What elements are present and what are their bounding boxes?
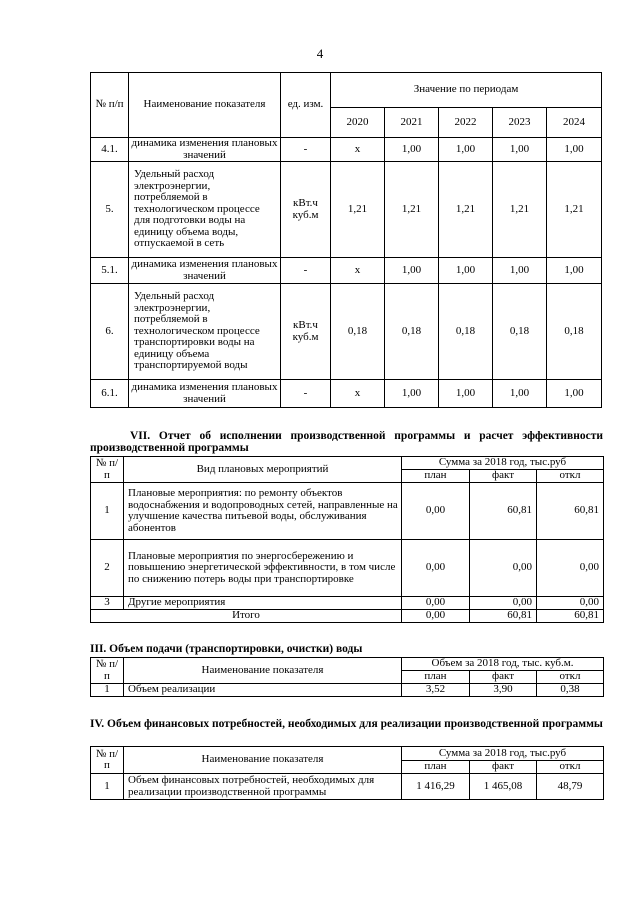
row-name: Удельный расход электроэнергии, потребляемой в технологическом процессе для подготовки воды на единицу объема воды, отпускаемой в сеть: [129, 162, 281, 258]
row-fact: 3,90: [470, 684, 537, 697]
header-sum: Сумма за 2018 год, тыс.руб: [402, 457, 604, 470]
header-num: № п/п: [91, 658, 124, 684]
row-num: 4.1.: [91, 138, 129, 162]
row-value: x: [331, 258, 385, 284]
row-value: 0,18: [385, 284, 439, 380]
row-dev: 0,00: [537, 540, 604, 597]
row-value: 1,00: [547, 258, 602, 284]
header-sum: Объем за 2018 год, тыс. куб.м.: [402, 658, 604, 671]
row-dev: 0,38: [537, 684, 604, 697]
section-7-heading-line2: производственной программы: [90, 442, 249, 454]
header-periods: Значение по периодам: [331, 73, 602, 108]
table-row: [91, 483, 604, 540]
row-num: 5.1.: [91, 258, 129, 284]
row-unit: кВт.ч куб.м: [281, 162, 331, 258]
row-name: Удельный расход электроэнергии, потребляемой в технологическом процессе транспортировки воды на единицу объема транспортируемой воды: [129, 284, 281, 380]
row-value: 1,00: [493, 138, 547, 162]
row-value: 1,21: [547, 162, 602, 258]
header-dev: откл: [537, 470, 604, 483]
header-dev: откл: [537, 671, 604, 684]
row-name: Другие мероприятия: [124, 597, 402, 610]
header-year: 2022: [439, 108, 493, 138]
row-value: 1,00: [493, 380, 547, 408]
total-fact: 60,81: [470, 610, 537, 623]
row-num: 6.1.: [91, 380, 129, 408]
header-year: 2021: [385, 108, 439, 138]
header-unit: ед. изм.: [281, 73, 331, 138]
row-name: динамика изменения плановых значений: [129, 138, 281, 162]
row-plan: 0,00: [402, 597, 470, 610]
total-plan: 0,00: [402, 610, 470, 623]
row-num: 5.: [91, 162, 129, 258]
row-fact: 1 465,08: [470, 774, 537, 800]
header-year: 2023: [493, 108, 547, 138]
row-value: 1,00: [385, 380, 439, 408]
row-value: 1,00: [439, 258, 493, 284]
header-dev: откл: [537, 761, 604, 774]
header-plan: план: [402, 761, 470, 774]
table-row: [91, 258, 602, 284]
table-row: [91, 162, 602, 258]
row-value: 1,00: [439, 380, 493, 408]
row-num: 6.: [91, 284, 129, 380]
row-value: x: [331, 138, 385, 162]
row-fact: 0,00: [470, 597, 537, 610]
row-dev: 48,79: [537, 774, 604, 800]
row-value: 1,21: [385, 162, 439, 258]
volume-table: [90, 657, 604, 697]
activities-table: [90, 456, 604, 623]
row-unit: -: [281, 138, 331, 162]
row-dev: 60,81: [537, 483, 604, 540]
row-plan: 1 416,29: [402, 774, 470, 800]
row-num: 1: [91, 774, 124, 800]
total-dev: 60,81: [537, 610, 604, 623]
row-name: динамика изменения плановых значений: [129, 258, 281, 284]
table-row: [91, 540, 604, 597]
header-fact: факт: [470, 671, 537, 684]
indicators-table: [90, 72, 602, 408]
row-value: 1,21: [439, 162, 493, 258]
row-num: 2: [91, 540, 124, 597]
row-plan: 3,52: [402, 684, 470, 697]
header-num: № п/п: [91, 73, 129, 138]
table-row: [91, 684, 604, 697]
total-label: Итого: [91, 610, 402, 623]
table-row: [91, 774, 604, 800]
header-name: Вид плановых мероприятий: [124, 457, 402, 483]
header-sum: Сумма за 2018 год, тыс.руб: [402, 747, 604, 761]
header-plan: план: [402, 671, 470, 684]
section-7-heading: [90, 430, 603, 454]
row-name: динамика изменения плановых значений: [129, 380, 281, 408]
header-name: Наименование показателя: [124, 747, 402, 774]
row-value: 1,00: [439, 138, 493, 162]
section-3-heading: III. Объем подачи (транспортировки, очистки) воды: [90, 643, 363, 655]
table-row: [91, 380, 602, 408]
row-name: Объем финансовых потребностей, необходимых для реализации производственной программы: [124, 774, 402, 800]
header-num: № п/п: [91, 457, 124, 483]
row-value: 0,18: [439, 284, 493, 380]
row-fact: 60,81: [470, 483, 537, 540]
row-num: 1: [91, 483, 124, 540]
row-num: 3: [91, 597, 124, 610]
header-fact: факт: [470, 470, 537, 483]
row-value: 1,00: [493, 258, 547, 284]
page-number: 4: [316, 46, 324, 61]
row-plan: 0,00: [402, 483, 470, 540]
row-plan: 0,00: [402, 540, 470, 597]
row-name: Объем реализации: [124, 684, 402, 697]
row-value: 0,18: [331, 284, 385, 380]
total-row: [91, 610, 604, 623]
row-name: Плановые мероприятия по энергосбережению и повышению энергетической эффективности, в том числе по снижению потерь воды при транспортировке: [124, 540, 402, 597]
row-value: 0,18: [547, 284, 602, 380]
table-row: [91, 138, 602, 162]
table-row: [91, 597, 604, 610]
section-7-heading-line1: VII. Отчет об исполнении производственной программы и расчет эффективности: [130, 430, 603, 442]
header-year: 2024: [547, 108, 602, 138]
row-unit: кВт.ч куб.м: [281, 284, 331, 380]
row-value: 1,21: [331, 162, 385, 258]
section-4-heading: IV. Объем финансовых потребностей, необходимых для реализации производственной программы: [90, 718, 603, 730]
row-value: 1,00: [385, 138, 439, 162]
row-unit: -: [281, 380, 331, 408]
header-year: 2020: [331, 108, 385, 138]
financial-needs-table: [90, 746, 604, 800]
row-value: 1,00: [547, 380, 602, 408]
row-value: 1,00: [385, 258, 439, 284]
header-plan: план: [402, 470, 470, 483]
row-name: Плановые мероприятия: по ремонту объектов водоснабжения и водопроводных сетей, направленные на улучшение качества питьевой воды, обслуживания абонентов: [124, 483, 402, 540]
row-value: x: [331, 380, 385, 408]
row-fact: 0,00: [470, 540, 537, 597]
row-dev: 0,00: [537, 597, 604, 610]
header-name: Наименование показателя: [129, 73, 281, 138]
row-value: 1,00: [547, 138, 602, 162]
table-row: [91, 284, 602, 380]
row-value: 1,21: [493, 162, 547, 258]
header-fact: факт: [470, 761, 537, 774]
header-name: Наименование показателя: [124, 658, 402, 684]
row-unit: -: [281, 258, 331, 284]
header-num: № п/п: [91, 747, 124, 774]
row-value: 0,18: [493, 284, 547, 380]
row-num: 1: [91, 684, 124, 697]
